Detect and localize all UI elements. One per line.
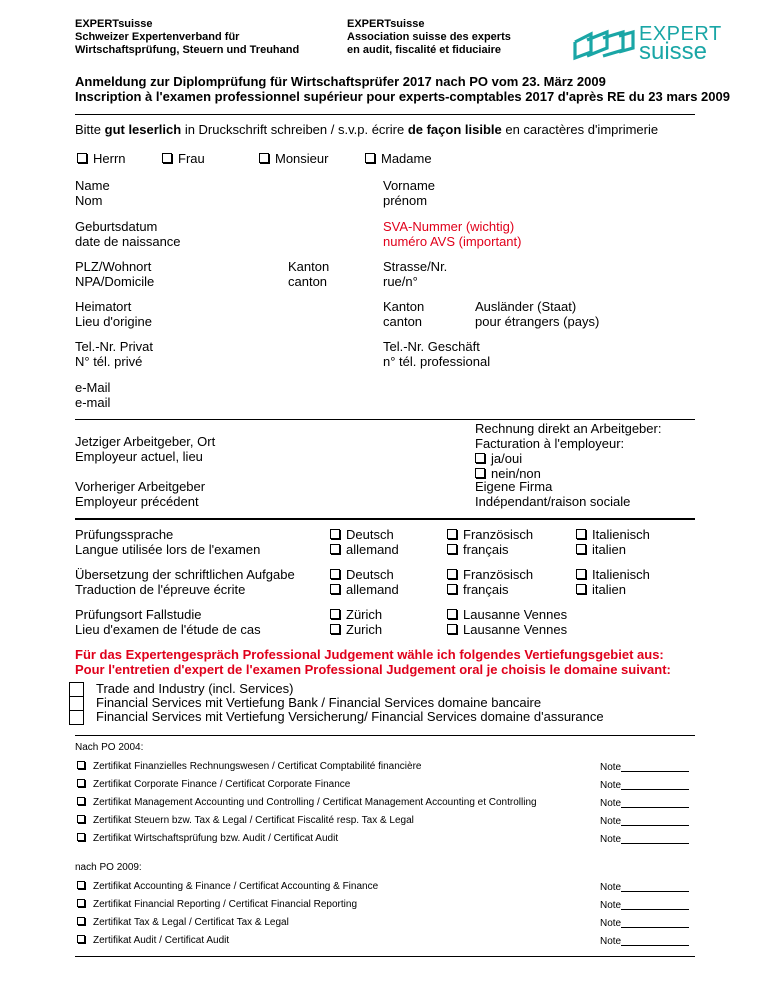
certificate-label: Zertifikat Wirtschaftsprüfung bzw. Audit / Certificat Audit (93, 833, 339, 844)
checkbox-icon[interactable] (576, 529, 586, 539)
expertsuisse-logo (573, 22, 722, 66)
field-label: Ausländer (Staat) (475, 299, 577, 314)
instruction (75, 122, 658, 137)
checkbox-icon[interactable] (330, 569, 340, 579)
field-label: prénom (383, 193, 428, 208)
field-current-employer[interactable] (75, 434, 215, 464)
checkbox-icon[interactable] (77, 797, 85, 805)
note-field[interactable] (600, 779, 689, 792)
note-input-line[interactable] (621, 935, 689, 946)
instruction-bold: gut leserlich (104, 122, 182, 137)
note-label: Note (600, 900, 622, 911)
checkbox-icon[interactable] (330, 584, 340, 594)
instruction-text: Bitte (75, 122, 105, 137)
salutation-label: Herrn (93, 151, 126, 166)
checkbox-icon[interactable] (447, 584, 457, 594)
certificate-label: Zertifikat Audit / Certificat Audit (93, 935, 230, 946)
checkbox-icon[interactable] (77, 899, 85, 907)
field-label: Tel.-Nr. Privat (75, 339, 154, 354)
instruction-text: en caractères d'imprimerie (501, 122, 659, 137)
header-left-line: EXPERTsuisse (75, 18, 153, 30)
divider (75, 956, 695, 957)
field-label: numéro AVS (important) (383, 234, 522, 249)
checkbox-icon[interactable] (77, 917, 85, 925)
invoice-to-employer (475, 421, 661, 481)
certificate-item[interactable] (77, 917, 289, 929)
certificate-label: Zertifikat Financial Reporting / Certificat Financial Reporting (93, 899, 357, 910)
page-title (75, 74, 730, 104)
checkbox-icon[interactable] (365, 153, 375, 163)
checkbox-icon[interactable] (77, 761, 85, 769)
option-label: Lausanne Vennes (463, 607, 568, 622)
option-label: italien (592, 582, 626, 597)
checkbox-icon[interactable] (77, 935, 85, 943)
checkbox-icon[interactable] (77, 833, 85, 841)
specialization-options (96, 682, 604, 724)
specialization-checkbox-3[interactable] (69, 710, 84, 725)
field-vorname[interactable] (383, 178, 435, 208)
field-label: e-mail (75, 395, 111, 410)
note-field[interactable] (600, 917, 689, 930)
field-heimatort[interactable] (75, 299, 152, 329)
divider (75, 735, 695, 736)
divider (75, 419, 695, 420)
checkbox-icon[interactable] (77, 779, 85, 787)
option-label: nein/non (491, 466, 541, 481)
note-input-line[interactable] (621, 881, 689, 892)
field-label: Facturation à l'employeur: (475, 436, 625, 451)
checkbox-icon[interactable] (447, 624, 457, 634)
field-label: pour étrangers (pays) (475, 314, 600, 329)
exam-language-deutsch[interactable] (330, 527, 399, 557)
logo-text-expert: EXPERT (639, 23, 722, 45)
salutation-frau[interactable] (162, 151, 205, 166)
title-de: Anmeldung zur Diplomprüfung für Wirtschaftsprüfer 2017 nach PO vom 23. März 2009 (75, 74, 606, 89)
checkbox-icon[interactable] (330, 609, 340, 619)
note-label: Note (600, 798, 622, 809)
note-input-line[interactable] (621, 833, 689, 844)
checkbox-icon[interactable] (259, 153, 269, 163)
salutation-label: Madame (381, 151, 432, 166)
field-label: Employeur actuel, lieu (75, 449, 203, 464)
field-email[interactable] (75, 380, 110, 410)
checkbox-icon[interactable] (576, 584, 586, 594)
header-left-line: Schweizer Expertenverband für (75, 31, 240, 43)
field-label: Heimatort (75, 299, 132, 314)
specialization-option: Trade and Industry (incl. Services) (96, 681, 294, 696)
checkbox-icon[interactable] (576, 569, 586, 579)
exam-location-label (75, 607, 261, 637)
option-label: Italienisch (592, 527, 650, 542)
salutation-madame[interactable] (365, 151, 432, 166)
field-label: Name (75, 178, 110, 193)
certificate-item[interactable] (77, 797, 537, 809)
certificate-item[interactable] (77, 899, 357, 911)
note-label: Note (600, 780, 622, 791)
option-label: Französisch (463, 527, 534, 542)
field-label: Vorname (383, 178, 436, 193)
field-label: e-Mail (75, 380, 111, 395)
field-name[interactable] (75, 178, 110, 208)
field-label: N° tél. privé (75, 354, 143, 369)
certificate-label: Zertifikat Accounting & Finance / Certificat Accounting & Finance (93, 881, 379, 892)
note-field[interactable] (600, 881, 689, 894)
field-label: n° tél. professional (383, 354, 491, 369)
field-strasse[interactable] (383, 259, 447, 289)
option-label: français (463, 542, 509, 557)
checkbox-icon[interactable] (162, 153, 172, 163)
label-line: Traduction de l'épreuve écrite (75, 582, 246, 597)
header-right (347, 18, 511, 57)
note-field[interactable] (600, 833, 689, 846)
certificate-item[interactable] (77, 833, 338, 845)
salutation-label: Frau (178, 151, 205, 166)
note-input-line[interactable] (621, 899, 689, 910)
certificate-item[interactable] (77, 779, 350, 791)
label-line: Langue utilisée lors de l'examen (75, 542, 261, 557)
field-tel-privat[interactable] (75, 339, 153, 369)
certificate-item[interactable] (77, 881, 378, 893)
field-label: Employeur précédent (75, 494, 199, 509)
certificate-label: Zertifikat Finanzielles Rechnungswesen / Certificat Comptabilité financière (93, 761, 422, 772)
certificate-label: Zertifikat Steuern bzw. Tax & Legal / Certificat Fiscalité resp. Tax & Legal (93, 815, 414, 826)
field-label: canton (383, 314, 423, 329)
salutation-label: Monsieur (275, 151, 329, 166)
checkbox-icon[interactable] (447, 529, 457, 539)
field-sva[interactable] (383, 219, 521, 249)
exam-language-francais[interactable] (447, 527, 533, 557)
field-label: Strasse/Nr. (383, 259, 448, 274)
translation-label (75, 567, 295, 597)
note-label: Note (600, 816, 622, 827)
header-left-line: Wirtschaftsprüfung, Steuern und Treuhand (75, 44, 300, 56)
note-input-line[interactable] (621, 779, 689, 790)
field-previous-employer[interactable] (75, 479, 205, 509)
field-label: NPA/Domicile (75, 274, 155, 289)
note-field[interactable] (600, 899, 689, 912)
specialization-checkbox-2[interactable] (69, 696, 84, 711)
note-label: Note (600, 918, 622, 929)
po2009-heading: nach PO 2009: (75, 862, 142, 873)
field-label: Lieu d'origine (75, 314, 152, 329)
option-label: Deutsch (346, 567, 394, 582)
field-label: Jetziger Arbeitgeber, Ort (75, 434, 216, 449)
salutation-herrn[interactable] (77, 151, 126, 166)
field-label: rue/n° (383, 274, 418, 289)
po2004-heading: Nach PO 2004: (75, 742, 144, 753)
field-geburtsdatum[interactable] (75, 219, 181, 249)
specialization-checkbox-1[interactable] (69, 682, 84, 697)
option-label: italien (592, 542, 626, 557)
label-line: Lieu d'examen de l'étude de cas (75, 622, 261, 637)
note-label: Note (600, 834, 622, 845)
exam-location-lausanne[interactable] (447, 607, 567, 637)
note-input-line[interactable] (621, 761, 689, 772)
field-label: SVA-Nummer (wichtig) (383, 219, 515, 234)
option-label: Italienisch (592, 567, 650, 582)
field-label: Eigene Firma (475, 479, 553, 494)
label-line: Prüfungsort Fallstudie (75, 607, 202, 622)
checkbox-icon[interactable] (475, 453, 485, 463)
translation-deutsch[interactable] (330, 567, 399, 597)
checkbox-icon[interactable] (77, 881, 85, 889)
certificate-item[interactable] (77, 815, 414, 827)
salutation-monsieur[interactable] (259, 151, 328, 166)
header-left (75, 18, 299, 57)
exam-language-italien[interactable] (576, 527, 650, 557)
field-own-company[interactable] (475, 479, 630, 509)
specialization-heading (75, 647, 671, 677)
field-label: Vorheriger Arbeitgeber (75, 479, 206, 494)
field-label: Rechnung direkt an Arbeitgeber: (475, 421, 662, 436)
header-right-line: en audit, fiscalité et fiduciaire (347, 44, 502, 56)
note-field[interactable] (600, 935, 689, 948)
exam-location-zurich[interactable] (330, 607, 382, 637)
heading-de: Für das Expertengespräch Professional Judgement wähle ich folgendes Vertiefungsgebiet aus: (75, 647, 664, 662)
logo-mark-icon (573, 28, 635, 62)
option-label: Lausanne Vennes (463, 622, 568, 637)
field-kanton-origin[interactable] (383, 299, 424, 329)
field-label: canton (288, 274, 328, 289)
checkbox-icon[interactable] (330, 529, 340, 539)
checkbox-icon[interactable] (330, 544, 340, 554)
option-label: français (463, 582, 509, 597)
label-line: Prüfungssprache (75, 527, 174, 542)
note-field[interactable] (600, 761, 689, 774)
translation-francais[interactable] (447, 567, 533, 597)
option-label: Deutsch (346, 527, 394, 542)
option-label: Zürich (346, 607, 383, 622)
certificate-item[interactable] (77, 935, 229, 947)
option-label: Französisch (463, 567, 534, 582)
divider (75, 114, 695, 115)
label-line: Übersetzung der schriftlichen Aufgabe (75, 567, 295, 582)
field-label: Tel.-Nr. Geschäft (383, 339, 480, 354)
checkbox-icon[interactable] (330, 624, 340, 634)
title-fr: Inscription à l'examen professionnel supérieur pour experts-comptables 2017 d'après RE du 23 mars 2009 (75, 89, 730, 104)
certificate-label: Zertifikat Management Accounting und Controlling / Certificat Management Accounting et Controlling (93, 797, 537, 808)
checkbox-icon[interactable] (77, 815, 85, 823)
field-tel-geschaeft[interactable] (383, 339, 490, 369)
field-label: Kanton (288, 259, 330, 274)
certificate-item[interactable] (77, 761, 421, 773)
field-auslaender[interactable] (475, 299, 599, 329)
checkbox-icon[interactable] (447, 569, 457, 579)
note-field[interactable] (600, 797, 689, 810)
note-input-line[interactable] (621, 797, 689, 808)
note-field[interactable] (600, 815, 689, 828)
note-input-line[interactable] (621, 815, 689, 826)
option-label: Zurich (346, 622, 383, 637)
field-kanton[interactable] (288, 259, 329, 289)
logo-text-suisse: suisse (639, 38, 708, 65)
instruction-bold: de façon lisible (407, 122, 502, 137)
checkbox-icon[interactable] (576, 544, 586, 554)
exam-language-label (75, 527, 260, 557)
checkbox-icon[interactable] (475, 468, 485, 478)
option-label: allemand (346, 582, 399, 597)
header-right-line: EXPERTsuisse (347, 18, 425, 30)
field-label: Indépendant/raison sociale (475, 494, 631, 509)
note-label: Note (600, 762, 622, 773)
divider (75, 518, 695, 520)
certificate-label: Zertifikat Tax & Legal / Certificat Tax & Legal (93, 917, 289, 928)
invoice-yes-option[interactable] (475, 451, 661, 466)
translation-italien[interactable] (576, 567, 650, 597)
specialization-option: Financial Services mit Vertiefung Versicherung/ Financial Services domaine d'assurance (96, 709, 604, 724)
field-label: Nom (75, 193, 103, 208)
heading-fr: Pour l'entretien d'expert de l'examen Professional Judgement oral je choisis le domaine suivant: (75, 662, 671, 677)
option-label: allemand (346, 542, 399, 557)
certificate-label: Zertifikat Corporate Finance / Certificat Corporate Finance (93, 779, 351, 790)
note-input-line[interactable] (621, 917, 689, 928)
field-label: Geburtsdatum (75, 219, 158, 234)
field-plz[interactable] (75, 259, 154, 289)
field-label: Kanton (383, 299, 425, 314)
note-label: Note (600, 882, 622, 893)
checkbox-icon[interactable] (77, 153, 87, 163)
option-label: ja/oui (491, 451, 523, 466)
note-label: Note (600, 936, 622, 947)
header-right-line: Association suisse des experts (347, 31, 511, 43)
field-label: PLZ/Wohnort (75, 259, 152, 274)
field-label: date de naissance (75, 234, 181, 249)
checkbox-icon[interactable] (447, 609, 457, 619)
checkbox-icon[interactable] (447, 544, 457, 554)
instruction-text: in Druckschrift schreiben / s.v.p. écrire (181, 122, 408, 137)
specialization-option: Financial Services mit Vertiefung Bank / Financial Services domaine bancaire (96, 695, 542, 710)
